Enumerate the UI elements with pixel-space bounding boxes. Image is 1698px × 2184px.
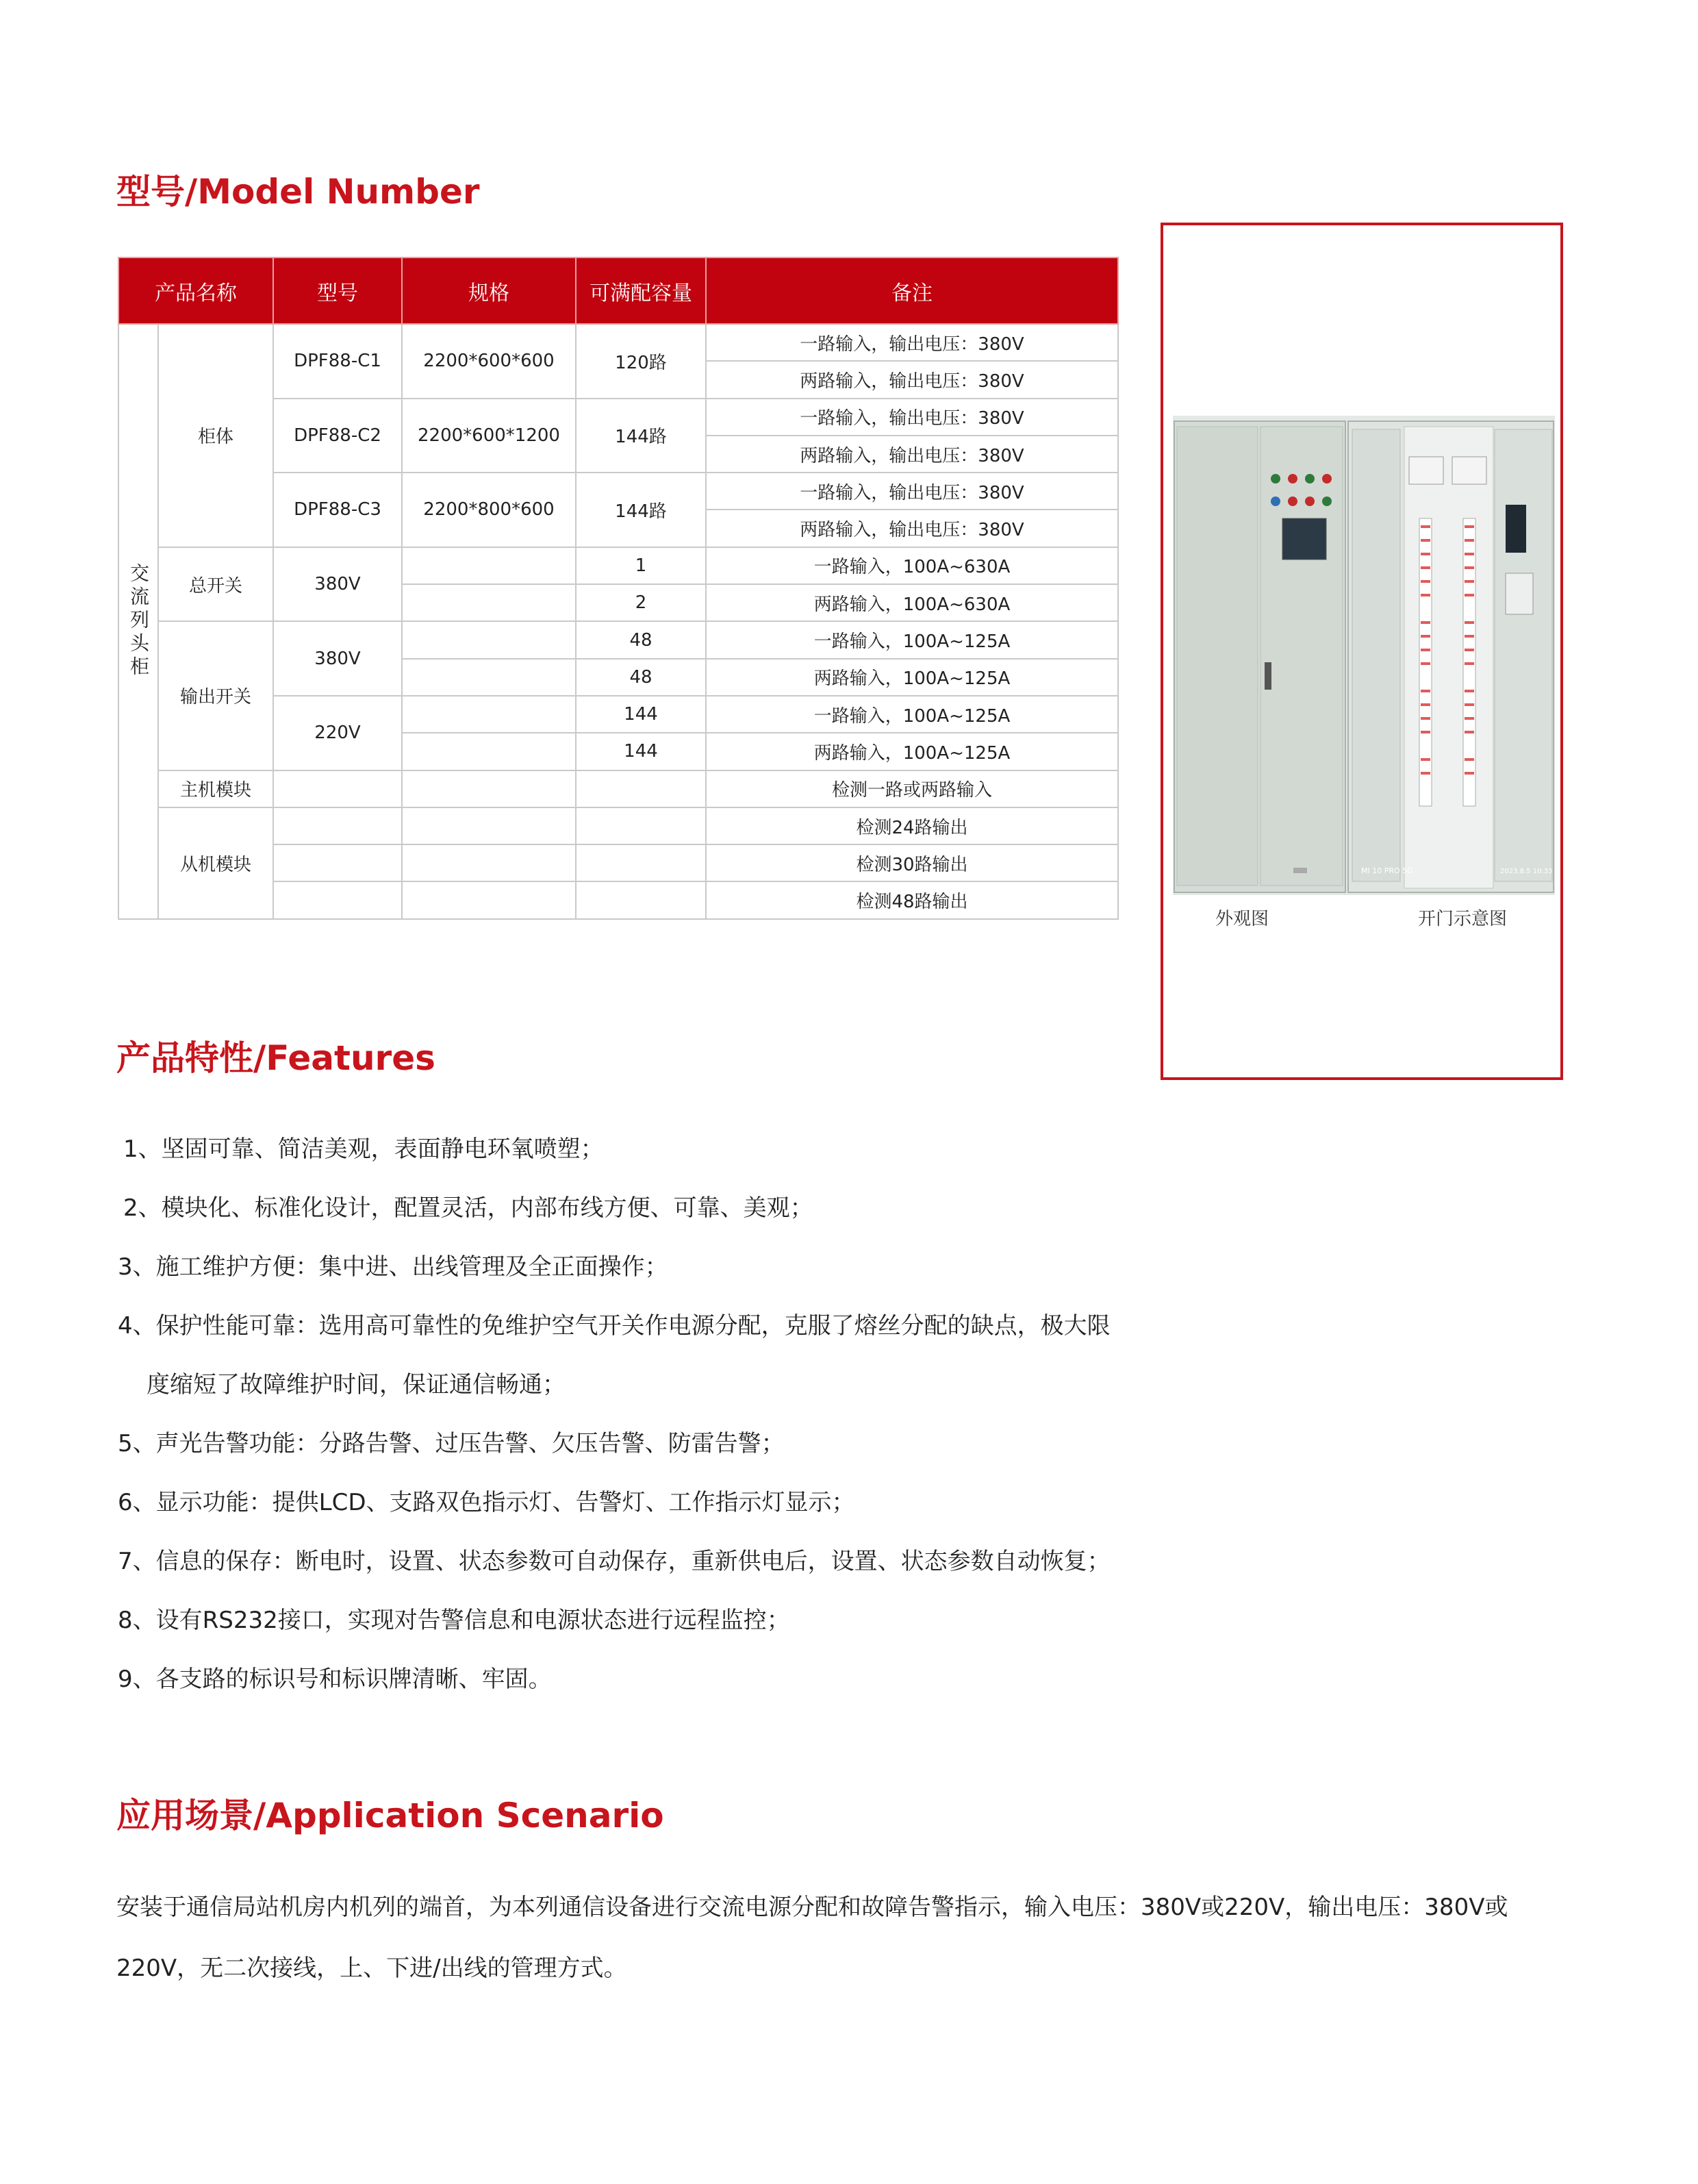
capacity-cell: 144路 (576, 473, 706, 547)
features-section-title: 产品特性/Features (116, 1038, 435, 1078)
note-cell: 两路输入，100A~125A (706, 733, 1118, 770)
table-row (118, 807, 1118, 844)
cabinet-photo (1173, 416, 1555, 895)
application-text-line: 220V，无二次接线，上、下进/出线的管理方式。 (116, 1955, 627, 1982)
capacity-cell (576, 807, 706, 844)
note-cell: 两路输入，100A~630A (706, 584, 1118, 621)
capacity-cell: 48 (576, 659, 706, 696)
spec-cell (402, 621, 576, 658)
model-cell: DPF88-C1 (273, 324, 402, 399)
note-cell: 检测一路或两路输入 (706, 770, 1118, 807)
photo-caption-exterior: 外观图 (1215, 909, 1269, 929)
header-notes: 备注 (706, 258, 1118, 324)
feature-item: 3、施工维护方便：集中进、出线管理及全正面操作； (118, 1253, 668, 1281)
model-cell: 380V (273, 547, 402, 622)
capacity-cell: 1 (576, 547, 706, 584)
feature-item: 7、信息的保存：断电时，设置、状态参数可自动保存，重新供电后，设置、状态参数自动恢复； (118, 1548, 1111, 1575)
spec-cell: 2200*600*1200 (402, 399, 576, 473)
application-text-line: 安装于通信局站机房内机列的端首，为本列通信设备进行交流电源分配和故障告警指示，输入电压：380V或220V，输出电压：380V或 (116, 1894, 1508, 1921)
capacity-cell (576, 881, 706, 918)
capacity-cell: 144 (576, 696, 706, 733)
note-cell: 一路输入，输出电压：380V (706, 324, 1118, 361)
spec-cell (402, 547, 576, 584)
capacity-cell (576, 770, 706, 807)
table-row (118, 770, 1118, 807)
capacity-cell: 144路 (576, 399, 706, 473)
slave-module-label: 从机模块 (158, 807, 273, 919)
capacity-cell (576, 844, 706, 881)
spec-cell (402, 770, 576, 807)
table-row (118, 324, 1118, 361)
note-cell: 一路输入，100A~125A (706, 696, 1118, 733)
note-cell: 两路输入，输出电压：380V (706, 510, 1118, 547)
model-cell (273, 844, 402, 881)
product-photo-frame (1161, 223, 1563, 1080)
model-cell: 220V (273, 696, 402, 770)
note-cell: 一路输入，输出电压：380V (706, 473, 1118, 510)
model-cell (273, 770, 402, 807)
header-model: 型号 (273, 258, 402, 324)
photo-watermark-right: 2023.8.5 10:33 (1500, 868, 1553, 875)
feature-item: 8、设有RS232接口，实现对告警信息和电源状态进行远程监控； (118, 1607, 790, 1634)
model-cell (273, 807, 402, 844)
capacity-cell: 144 (576, 733, 706, 770)
note-cell: 一路输入，100A~125A (706, 621, 1118, 658)
model-cell: 380V (273, 621, 402, 696)
feature-item-continued: 度缩短了故障维护时间，保证通信畅通； (147, 1371, 566, 1398)
table-row (118, 547, 1118, 584)
feature-item: 4、保护性能可靠：选用高可靠性的免维护空气开关作电源分配，克服了熔丝分配的缺点，极大限 (118, 1312, 1111, 1340)
feature-item: 6、显示功能：提供LCD、支路双色指示灯、告警灯、工作指示灯显示； (118, 1489, 855, 1516)
spec-cell (402, 659, 576, 696)
spec-cell (402, 881, 576, 918)
model-cell: DPF88-C3 (273, 473, 402, 547)
note-cell: 两路输入，100A~125A (706, 659, 1118, 696)
photo-caption-open-door: 开门示意图 (1418, 909, 1508, 929)
feature-item: 9、各支路的标识号和标识牌清晰、牢固。 (118, 1666, 552, 1693)
note-cell: 一路输入，100A~630A (706, 547, 1118, 584)
cabinet-label: 柜体 (158, 324, 273, 547)
output-switch-label: 输出开关 (158, 621, 273, 770)
header-capacity: 可满配容量 (576, 258, 706, 324)
model-cell (273, 881, 402, 918)
cabinet-illustration (1173, 416, 1555, 895)
note-cell: 检测30路输出 (706, 844, 1118, 881)
host-module-label: 主机模块 (158, 770, 273, 807)
spec-cell (402, 696, 576, 733)
spec-cell (402, 733, 576, 770)
photo-watermark-left: MI 10 PRO 5G (1361, 866, 1413, 875)
note-cell: 一路输入，输出电压：380V (706, 399, 1118, 436)
spec-cell (402, 807, 576, 844)
capacity-cell: 120路 (576, 324, 706, 399)
spec-cell (402, 844, 576, 881)
capacity-cell: 2 (576, 584, 706, 621)
spec-cell (402, 584, 576, 621)
header-product-name: 产品名称 (118, 258, 273, 324)
note-cell: 两路输入，输出电压：380V (706, 361, 1118, 398)
application-section-title: 应用场景/Application Scenario (116, 1796, 664, 1835)
header-spec: 规格 (402, 258, 576, 324)
category-label: 交流列头柜 (118, 324, 158, 919)
note-cell: 检测48路输出 (706, 881, 1118, 918)
table-header-row (118, 258, 1118, 324)
feature-item: 2、模块化、标准化设计，配置灵活，内部布线方便、可靠、美观； (123, 1194, 813, 1222)
note-cell: 两路输入，输出电压：380V (706, 436, 1118, 473)
model-section-title: 型号/Model Number (116, 172, 480, 212)
spec-cell: 2200*800*600 (402, 473, 576, 547)
note-cell: 检测24路输出 (706, 807, 1118, 844)
spec-table (118, 257, 1119, 920)
model-cell: DPF88-C2 (273, 399, 402, 473)
spec-cell: 2200*600*600 (402, 324, 576, 399)
table-row (118, 621, 1118, 658)
capacity-cell: 48 (576, 621, 706, 658)
main-switch-label: 总开关 (158, 547, 273, 622)
feature-item: 5、声光告警功能：分路告警、过压告警、欠压告警、防雷告警； (118, 1430, 785, 1457)
feature-item: 1、坚固可靠、简洁美观，表面静电环氧喷塑； (123, 1135, 604, 1163)
